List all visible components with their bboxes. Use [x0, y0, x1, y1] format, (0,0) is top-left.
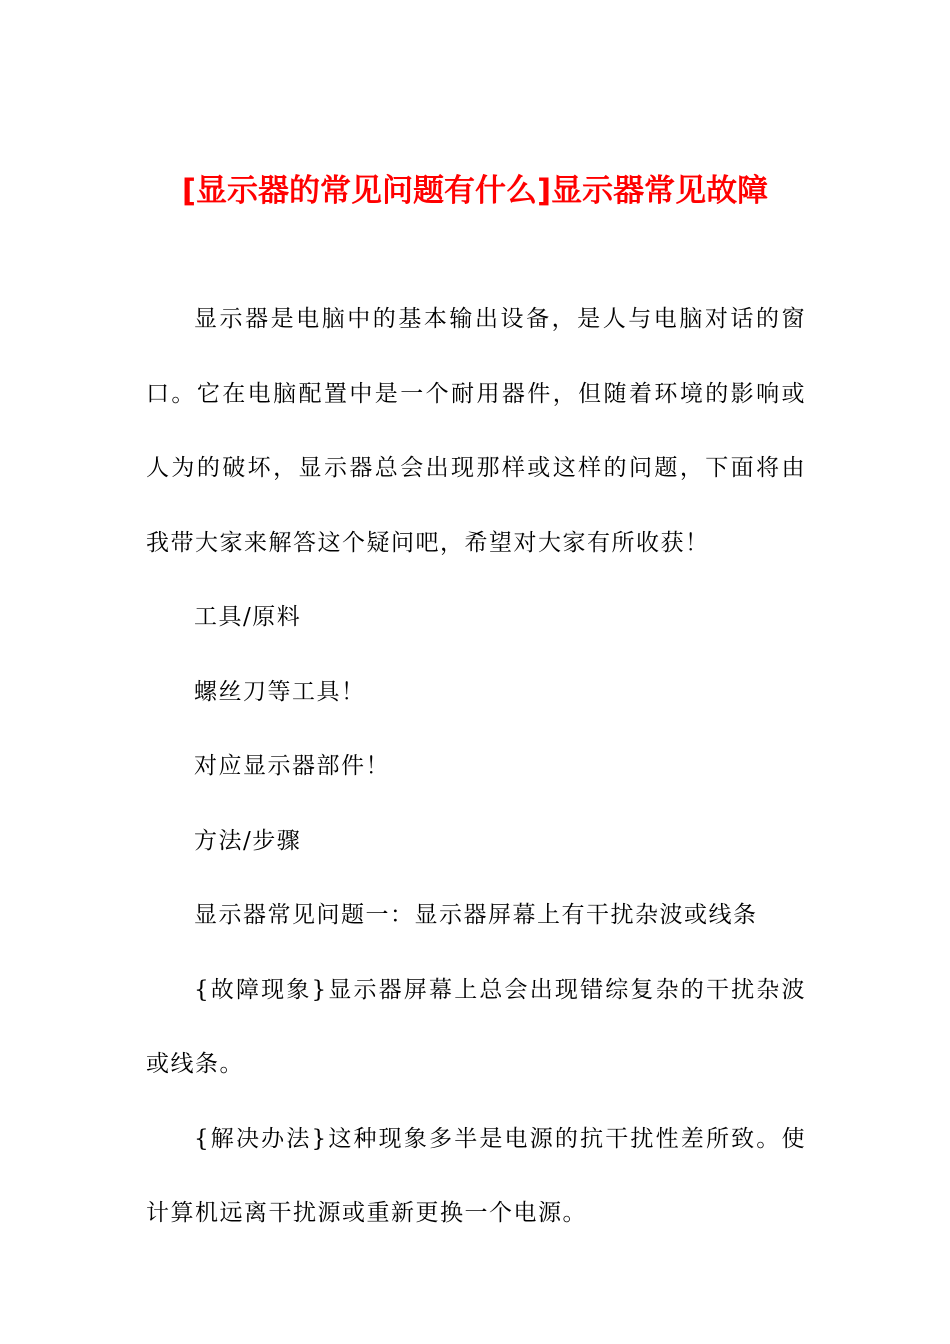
- problem-one-heading: 显示器常见问题一：显示器屏幕上有干扰杂波或线条: [194, 902, 758, 928]
- tool-item-screwdriver: 螺丝刀等工具！: [194, 678, 366, 705]
- document-title: [显示器的常见问题有什么]显示器常见故障: [181, 172, 769, 209]
- tools-heading: 工具/原料: [194, 604, 302, 630]
- steps-heading: 方法/步骤: [194, 827, 302, 854]
- intro-paragraph: 显示器是电脑中的基本输出设备，是人与电脑对话的窗口。它在电脑配置中是一个耐用器件，但随着环境的影响或人为的破坏，显示器总会出现那样或这样的问题，下面将由我带大家来解答这个疑问吧，希望对大家有所收获！: [146, 306, 806, 556]
- document-body: [146, 282, 806, 1251]
- solution-paragraph: {解决办法}这种现象多半是电源的抗干扰性差所致。使计算机远离干扰源或重新更换一个电源。: [146, 1125, 806, 1226]
- fault-symptom-paragraph: {故障现象}显示器屏幕上总会出现错综复杂的干扰杂波或线条。: [146, 976, 806, 1077]
- tool-item-parts: 对应显示器部件！: [194, 753, 390, 779]
